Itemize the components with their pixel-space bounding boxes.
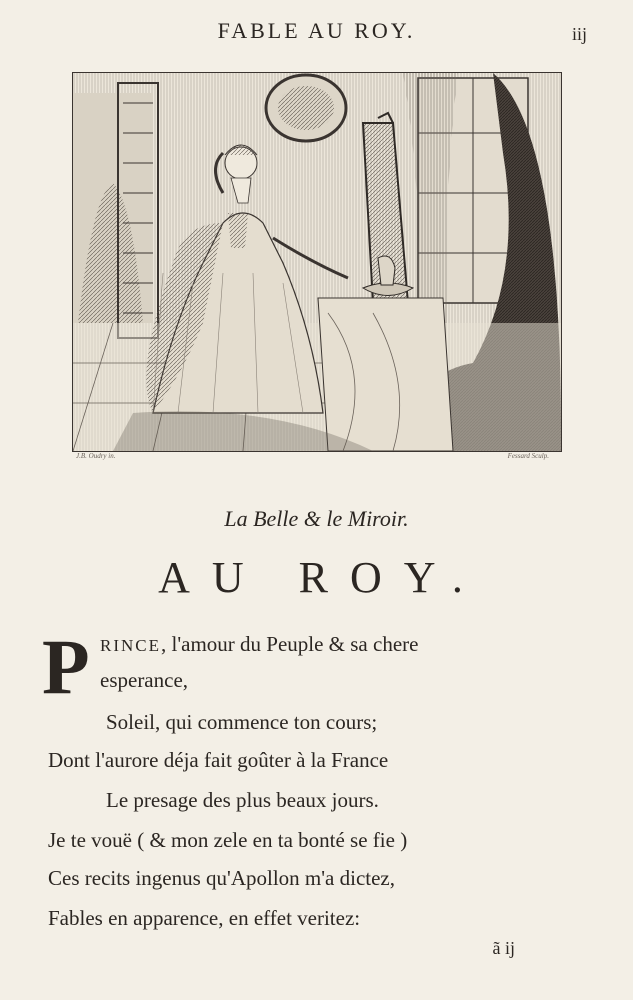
poem-line-6: Je te vouë ( & mon zele en ta bonté se fie ): [48, 828, 408, 852]
engraving-credit-right: Fessard Sculp.: [507, 452, 549, 460]
engraving-image: [73, 73, 561, 451]
dedication-heading: AU ROY.: [158, 553, 485, 602]
running-head: FABLE AU ROY.: [217, 18, 416, 43]
drop-cap: P: [42, 623, 90, 710]
page-number: iij: [571, 24, 587, 44]
engraving-credit-left: J.B. Oudry in.: [76, 452, 116, 460]
poem-line-1-rest: , l'amour du Peuple & sa chere: [161, 632, 419, 656]
engraving-illustration: [72, 72, 562, 452]
poem-line-2: esperance,: [100, 668, 189, 692]
poem-line-5: Le presage des plus beaux jours.: [106, 788, 379, 812]
poem-line-7: Ces recits ingenus qu'Apollon m'a dictez,: [48, 866, 395, 890]
fable-title: La Belle & le Miroir.: [224, 506, 409, 531]
poem-line-4: Dont l'aurore déja fait goûter à la France: [48, 748, 389, 772]
signature-mark: ã ij: [492, 938, 515, 958]
poem-line-8: Fables en apparence, en effet veritez:: [48, 906, 361, 930]
poem-line-1: [100, 632, 418, 657]
poem-line-3: Soleil, qui commence ton cours;: [106, 710, 378, 734]
poem-line-1-smallcaps: RINCE: [100, 636, 161, 655]
